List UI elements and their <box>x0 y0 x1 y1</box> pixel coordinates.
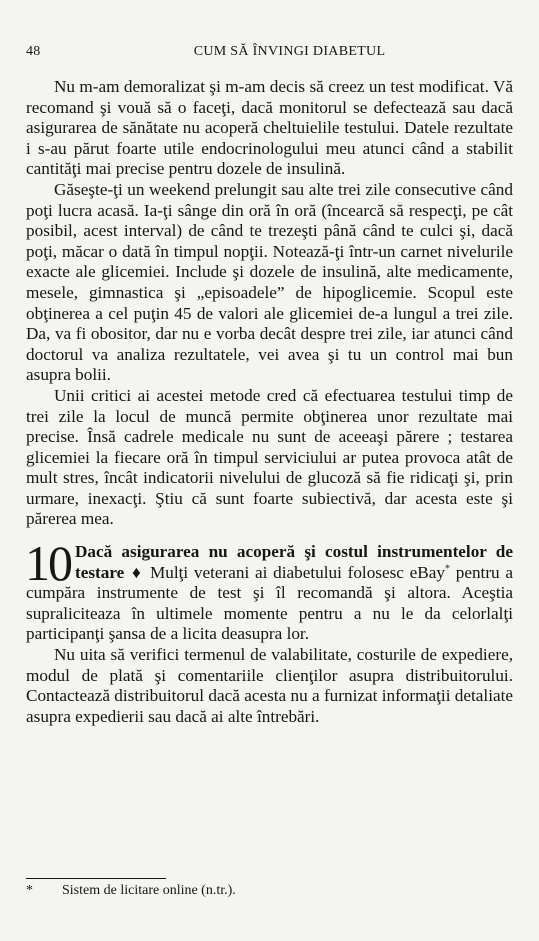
paragraph-2: Găseşte-ţi un weekend prelungit sau alte trei zile consecutive când poţi lucra acasă. Ia-ţi sânge din oră în oră (încearcă să respecţi, pe cât posibil, acest interval) de când te trezeşti până când te culci şi, dacă poţi, măcar o dată în timpul nopţii. Notează-ţi într-un carnet nivelurile exacte ale glicemiei. Include şi dozele de insulină, alte medicamente, mesele, gimnastica şi „episoadele” de hipoglicemie. Scopul este obţinerea a cel puţin 45 de valori ale glicemiei de-a lungul a trei zile. Da, va fi obositor, dar nu e vorba decât despre trei zile, iar atunci când doctorul va analiza rezultatele, vei avea şi tu un control mai bun asupra bolii. <box>26 179 513 385</box>
page-number: 48 <box>26 44 41 59</box>
footnote <box>26 882 236 900</box>
paragraph-3: Unii critici ai acestei metode cred că efectuarea testului timp de trei zile la locul de muncă permite obţinerea unor rezultate mai precise. Însă cadrele medicale nu sunt de aceeaşi părere ; testarea glicemiei la fiecare oră în timpul serviciului ar putea provoca atât de mult stres, încât indicatorii nivelului de glucoză să fie ridicaţi şi, prin urmare, inexacţi. Ştiu că sunt foarte subiectivă, dar acesta este şi părerea mea. <box>26 385 513 529</box>
final-paragraph: Nu uita să verifici termenul de valabilitate, costurile de expediere, modul de plată şi comentariile clienţilor asupra distribuitorului. Contactează distribuitorul dacă acesta nu a furnizat informaţii detaliate asupra expedierii sau dacă ai alte întrebări. <box>26 645 513 726</box>
tip-text-rest: pentru a cumpăra instrumente de test şi îl recomandă şi altora. Aceştia supraliciteaza în ultimele momente pentru a nu le da celorlalţi participanţi şansa de a licita deasupra lor. <box>26 562 514 644</box>
body-text <box>26 77 513 727</box>
footnote-reference: * <box>445 562 450 574</box>
tip-number: 10 <box>25 535 71 592</box>
tip-title: Dacă asigurarea nu acoperă şi costul instrumentelor de testare <box>75 542 513 582</box>
diamond-icon: ♦ <box>132 562 143 582</box>
running-head: CUM SĂ ÎNVINGI DIABETUL <box>193 44 386 59</box>
footnote-divider <box>26 878 166 879</box>
tip-section <box>25 535 514 645</box>
footnote-text: Sistem de licitare online (n.tr.). <box>62 883 236 898</box>
paragraph-1: Nu m-am demoralizat şi m-am decis să creez un test modificat. Vă recomand şi vouă să o faceţi, dacă monitorul se defectează sau dacă asigurarea de sănătate nu acoperă cheltuielile testului. Datele rezultate i s-au părut foarte utile endocrinologului meu atunci când a stabilit cantităţi mai precise pentru dozele de insulină. <box>26 77 513 179</box>
footnote-marker: * <box>26 883 33 898</box>
tip-text-start: Mulţi veterani ai diabetului folosesc eBay <box>150 562 445 582</box>
page-header <box>26 44 513 64</box>
tip-paragraph <box>25 535 514 645</box>
